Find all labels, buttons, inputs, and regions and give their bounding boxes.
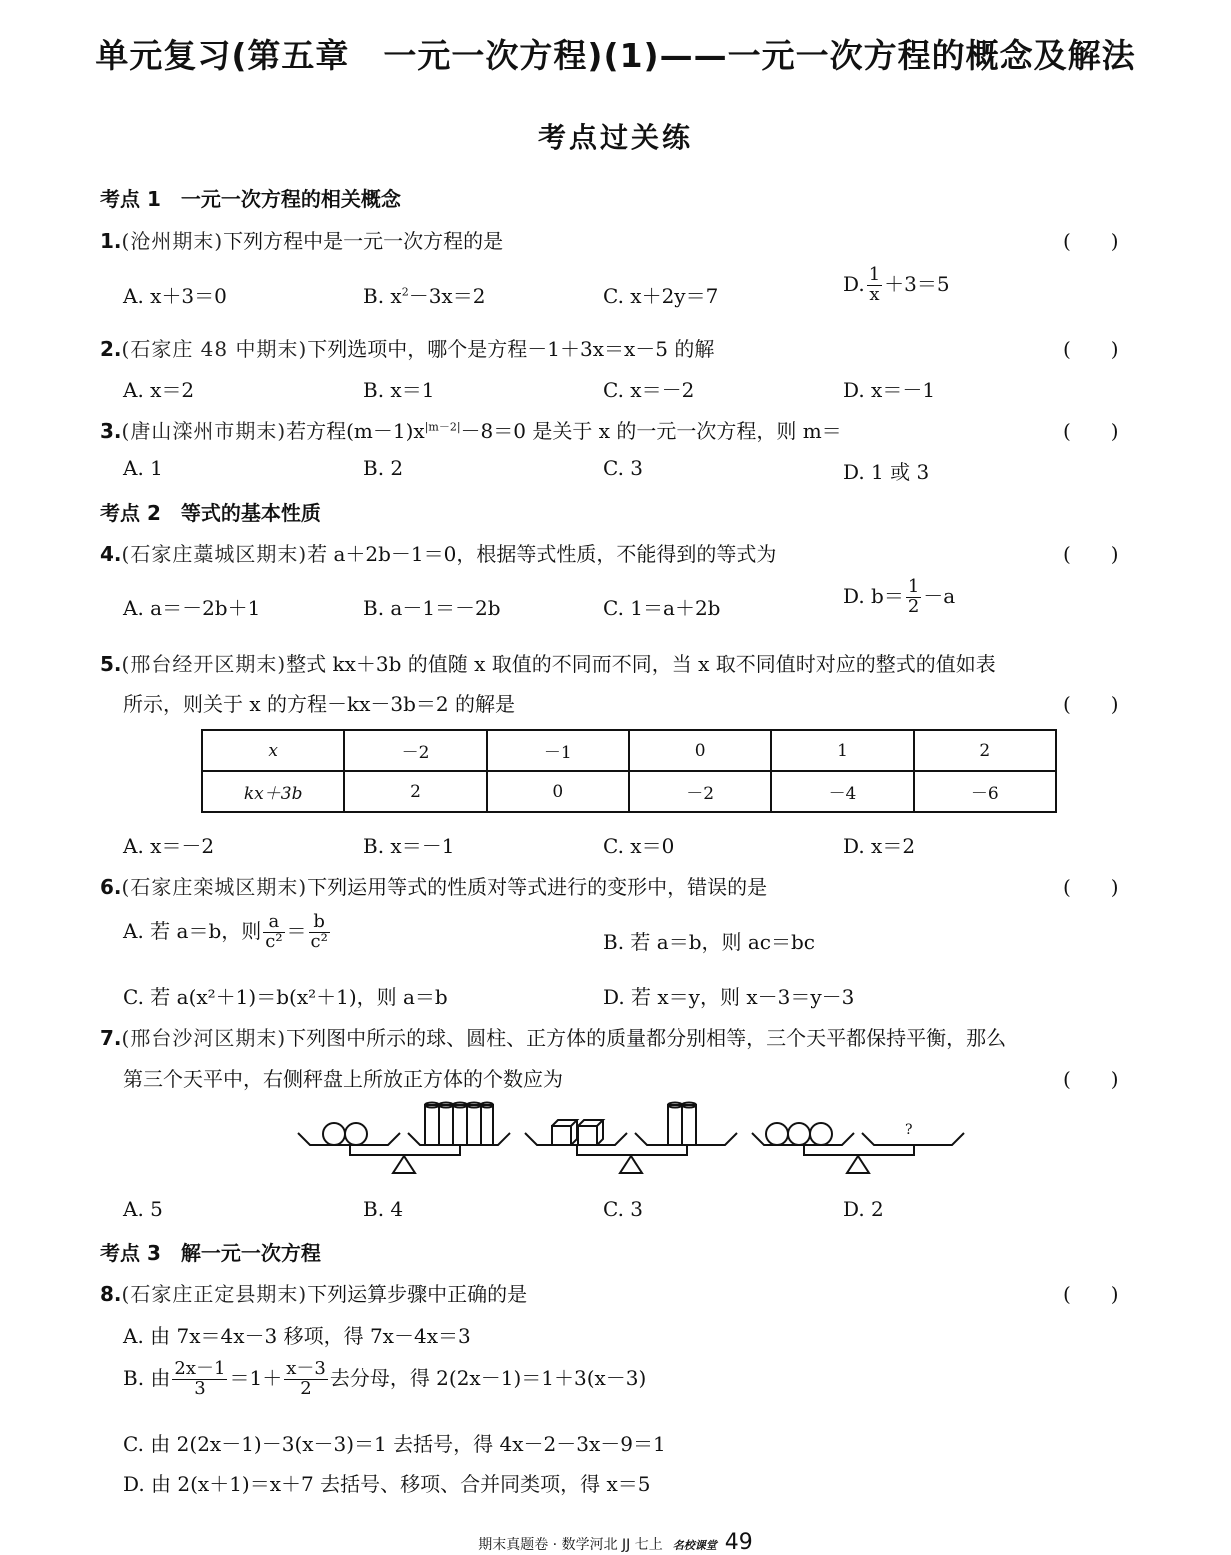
table-cell: x xyxy=(202,730,344,771)
question-2: 2.(石家庄 48 中期末)下列选项中，哪个是方程－1＋3x＝x－5 的解 xyxy=(100,337,715,361)
brand-logo: 名校课堂 xyxy=(672,1539,717,1552)
cube-icon xyxy=(578,1120,603,1145)
page-number: 49 xyxy=(724,1530,753,1555)
option-a: A. a＝－2b＋1 xyxy=(123,596,261,620)
option-d: D. b＝ $\frac{1}{2}$ －a xyxy=(843,576,956,617)
answer-paren-3: ( ) xyxy=(1063,419,1119,443)
answer-paren-1: ( ) xyxy=(1063,229,1119,253)
balance-scale-2 xyxy=(525,1103,737,1174)
question-3: 3.(唐山滦州市期末)若方程$(m-1)x^{|m-2|}-8=0$ 是关于 x 的一元一次方程，则 m＝ xyxy=(100,419,842,443)
question-7: 7.(邢台沙河区期末)下列图中所示的球、圆柱、正方体的质量都分别相等，三个天平都保持平衡，那么 xyxy=(100,1026,1007,1050)
option-a: A. 1 xyxy=(123,456,163,480)
cylinder-icon xyxy=(439,1103,453,1146)
ball-icon xyxy=(810,1123,832,1145)
option-b: B. 4 xyxy=(363,1197,404,1221)
table-row xyxy=(202,771,1056,812)
option-b: B. 若 a＝b，则 ac＝bc xyxy=(603,930,815,954)
question-4: 4.(石家庄藁城区期末)若 a＋2b－1＝0，根据等式性质，不能得到的等式为 xyxy=(100,542,777,566)
option-d: D. 由 2(x＋1)＝x＋7 去括号、移项、合并同类项，得 x＝5 xyxy=(123,1472,651,1496)
cylinder-icon xyxy=(668,1103,682,1146)
section-heading-1: 考点 1 一元一次方程的相关概念 xyxy=(100,187,401,211)
fraction: $\frac{1}{x}$ xyxy=(868,264,881,305)
table-cell: －1 xyxy=(487,730,629,771)
option-d: D. 1 或 3 xyxy=(843,460,930,484)
option-d: D. 2 xyxy=(843,1197,884,1221)
option-c: C. 3 xyxy=(603,456,644,480)
option-b: B. x＝1 xyxy=(363,378,435,402)
option-c: C. x＝－2 xyxy=(603,378,695,402)
ball-icon xyxy=(323,1123,345,1145)
option-c: C. 由 2(2x－1)－3(x－3)＝1 去括号，得 4x－2－3x－9＝1 xyxy=(123,1432,666,1456)
ball-icon xyxy=(788,1123,810,1145)
table-cell: 2 xyxy=(344,771,486,812)
option-a: A. x＝2 xyxy=(123,378,195,402)
option-b: B. $x^2-3x=2$ xyxy=(363,284,486,308)
table-cell: －4 xyxy=(771,771,913,812)
page-title: 单元复习(第五章 一元一次方程)(1)——一元一次方程的概念及解法 xyxy=(95,36,1136,75)
option-a: A. x＝－2 xyxy=(123,834,215,858)
value-table xyxy=(201,729,1057,813)
question-8: 8.(石家庄正定县期末)下列运算步骤中正确的是 xyxy=(100,1282,528,1306)
cube-icon xyxy=(552,1120,577,1145)
answer-paren-6: ( ) xyxy=(1063,875,1119,899)
balance-scale-1 xyxy=(298,1103,510,1174)
table-row xyxy=(202,730,1056,771)
question-1 xyxy=(100,225,503,254)
option-d: D. 若 x＝y，则 x－3＝y－3 xyxy=(603,985,855,1009)
balance-scales-figure xyxy=(290,1095,970,1190)
question-5: 5.(邢台经开区期末)整式 kx＋3b 的值随 x 取值的不同而不同，当 x 取不同值时对应的整式的值如表 xyxy=(100,652,996,676)
answer-paren-8: ( ) xyxy=(1063,1282,1119,1306)
option-a: A. x＋3＝0 xyxy=(123,284,227,308)
page-subtitle: 考点过关练 xyxy=(537,121,693,154)
option-c: C. 3 xyxy=(603,1197,644,1221)
option-b: B. 由 $\frac{2x-1}{3}$ ＝1＋ $\frac{x-3}{2}$ 去分母，得 2(2x－1)＝1＋3(x－3) xyxy=(123,1358,647,1399)
answer-paren-7: ( ) xyxy=(1063,1067,1119,1091)
option-b: B. 2 xyxy=(363,456,404,480)
cylinder-icon xyxy=(481,1103,493,1146)
cylinder-icon xyxy=(467,1103,481,1146)
balance-scale-3 xyxy=(752,1123,964,1173)
ball-icon xyxy=(345,1123,367,1145)
footer-text: 期末真题卷 · 数学河北 JJ 七上 xyxy=(478,1537,663,1553)
question-source: (沧州期末) xyxy=(121,229,224,253)
answer-paren-5: ( ) xyxy=(1063,692,1119,716)
question-mark: ? xyxy=(905,1122,913,1138)
option-a: A. 5 xyxy=(123,1197,163,1221)
table-cell: －6 xyxy=(914,771,1056,812)
table-cell: －2 xyxy=(629,771,771,812)
table-cell: 0 xyxy=(487,771,629,812)
option-c: C. x＝0 xyxy=(603,834,675,858)
page-footer xyxy=(0,1530,1231,1555)
table-cell: 2 xyxy=(914,730,1056,771)
table-cell: kx＋3b xyxy=(202,771,344,812)
option-d: D. $\frac{1}{x}$ ＋3＝5 xyxy=(843,264,950,305)
question-number: 1. xyxy=(100,229,122,253)
question-5-cont: 所示，则关于 x 的方程－kx－3b＝2 的解是 xyxy=(123,692,516,716)
section-heading-2: 考点 2 等式的基本性质 xyxy=(100,501,321,525)
table-cell: 1 xyxy=(771,730,913,771)
option-c: C. 1＝a＋2b xyxy=(603,596,721,620)
question-6: 6.(石家庄栾城区期末)下列运用等式的性质对等式进行的变形中，错误的是 xyxy=(100,875,768,899)
option-d: D. x＝－1 xyxy=(843,378,936,402)
ball-icon xyxy=(766,1123,788,1145)
option-b: B. x＝－1 xyxy=(363,834,455,858)
table-cell: 0 xyxy=(629,730,771,771)
question-7-cont: 第三个天平中，右侧秤盘上所放正方体的个数应为 xyxy=(123,1067,563,1091)
option-b: B. a－1＝－2b xyxy=(363,596,501,620)
answer-paren-2: ( ) xyxy=(1063,337,1119,361)
option-c: C. 若 a(x²＋1)＝b(x²＋1)，则 a＝b xyxy=(123,985,448,1009)
option-a: A. 由 7x＝4x－3 移项，得 7x－4x＝3 xyxy=(123,1324,471,1348)
option-a: A. 若 a＝b，则 $\frac{a}{\text{c²}}$ ＝ $\frac{b}{\text{c²}}$ xyxy=(123,911,328,952)
table-cell: －2 xyxy=(344,730,486,771)
question-text: 下列方程中是一元一次方程的是 xyxy=(223,229,504,253)
section-heading-3: 考点 3 解一元一次方程 xyxy=(100,1241,321,1265)
answer-paren-4: ( ) xyxy=(1063,542,1119,566)
option-c: C. x＋2y＝7 xyxy=(603,284,719,308)
cylinder-icon xyxy=(453,1103,467,1146)
cylinder-icon xyxy=(682,1103,696,1146)
cylinder-icon xyxy=(425,1103,439,1146)
option-d: D. x＝2 xyxy=(843,834,916,858)
